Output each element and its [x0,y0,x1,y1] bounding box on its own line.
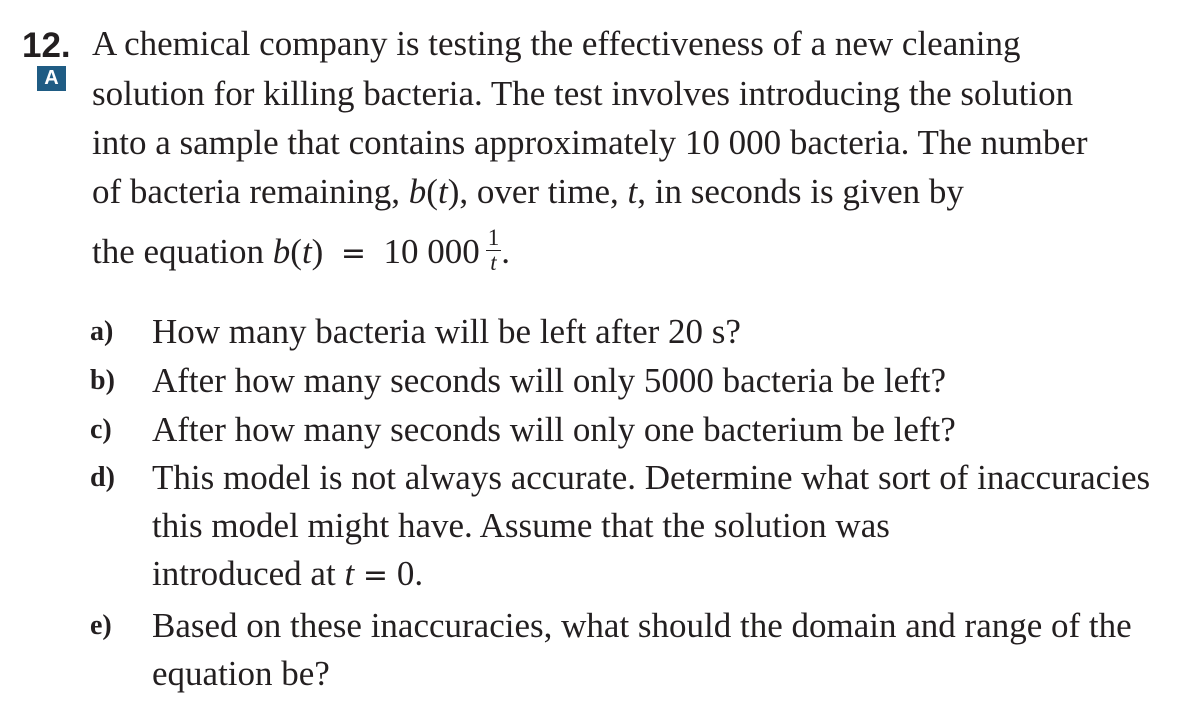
variable-t: t [627,172,638,211]
part-text: After how many seconds will only one bacterium be left? [152,410,956,449]
function-name: b [272,232,291,271]
stem-line-5-equation: the equation b(t) = 10 000 $\frac{1}{t}$ . [92,225,510,276]
stem-text: , in seconds is given by [637,172,964,211]
fraction-numerator: 1 [487,225,500,251]
part-text: After how many seconds will only 5000 bacteria be left? [152,361,947,400]
stem-line-2: solution for killing bacteria. The test involves introducing the solution [92,74,1074,113]
function-name: b [408,172,427,211]
part-label: d) [90,462,115,493]
fraction-denominator: t [490,250,497,276]
part-text: How many bacteria will be left after 20 s? [152,312,741,351]
part-label: b) [90,365,115,396]
stem-line-1: A chemical company is testing the effectiveness of a new cleaning [92,24,1021,63]
variable-t: t [437,172,448,211]
stem-line-4: of bacteria remaining, b(t), over time, t, in seconds is given by [92,172,964,211]
stem-line-3: into a sample that contains approximately 10 000 bacteria. The number [92,123,1088,162]
part-text: introduced at [152,554,345,593]
part-label: c) [90,414,112,445]
equals-sign: = [362,558,389,593]
part-text: 0. [388,554,424,593]
achievement-category-badge: A [37,66,66,91]
variable-t: t [344,554,355,593]
part-text-block [152,454,1192,600]
problem-number: 12. [22,26,71,65]
equals-sign: = [340,236,366,271]
fraction [486,226,502,275]
stem-text: the equation [92,232,273,271]
stem-text: of bacteria remaining, [92,172,409,211]
part-label: a) [90,316,114,347]
stem-text: . [501,232,510,271]
part-label: e) [90,610,112,641]
coefficient: 10 000 [383,232,480,271]
variable-t: t [301,232,312,271]
part-text: This model is not always accurate. Determine what sort of inaccuracies this model might have. Assume that the solution was [152,458,1151,545]
part-text: Based on these inaccuracies, what should the domain and range of the equation be? [152,606,1132,693]
stem-text: , over time, [459,172,628,211]
